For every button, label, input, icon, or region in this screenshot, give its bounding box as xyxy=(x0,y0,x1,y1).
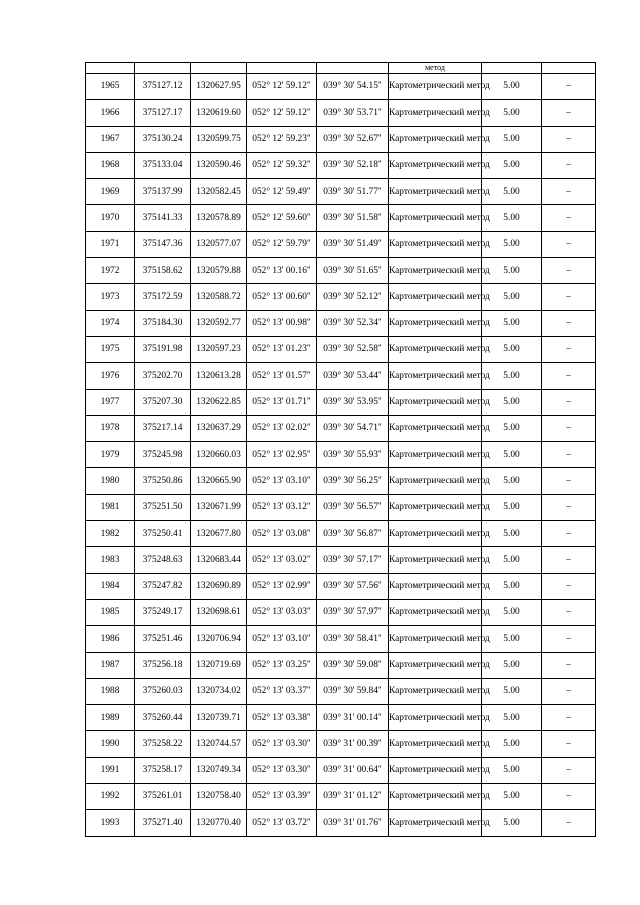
x-coordinate-cell: 375184.30 xyxy=(135,310,191,336)
longitude-cell: 039° 30' 57.97" xyxy=(317,599,389,625)
point-number-cell: 1969 xyxy=(86,179,135,205)
note-cell: – xyxy=(542,415,596,441)
x-coordinate-cell: 375251.50 xyxy=(135,494,191,520)
latitude-cell: 052° 13' 02.95" xyxy=(247,442,317,468)
x-coordinate-cell: 375130.24 xyxy=(135,126,191,152)
point-number-cell: 1986 xyxy=(86,626,135,652)
method-cell: Картометрический метод xyxy=(389,284,482,310)
accuracy-cell: 5.00 xyxy=(482,152,542,178)
latitude-cell: 052° 12' 59.32" xyxy=(247,152,317,178)
y-coordinate-cell: 1320613.28 xyxy=(191,363,247,389)
x-coordinate-cell: 375258.17 xyxy=(135,757,191,783)
latitude-cell: 052° 13' 03.02" xyxy=(247,547,317,573)
method-cell: Картометрический метод xyxy=(389,521,482,547)
longitude-cell: 039° 30' 51.65" xyxy=(317,258,389,284)
table-row xyxy=(86,731,596,757)
accuracy-cell: 5.00 xyxy=(482,731,542,757)
accuracy-cell: 5.00 xyxy=(482,336,542,362)
point-number-cell: 1993 xyxy=(86,810,135,836)
x-coordinate-cell: 375127.12 xyxy=(135,74,191,100)
accuracy-cell: 5.00 xyxy=(482,74,542,100)
method-cell: Картометрический метод xyxy=(389,310,482,336)
point-number-cell: 1968 xyxy=(86,152,135,178)
longitude-cell: 039° 30' 53.44" xyxy=(317,363,389,389)
point-number-cell: 1984 xyxy=(86,573,135,599)
note-cell: – xyxy=(542,547,596,573)
accuracy-cell: 5.00 xyxy=(482,415,542,441)
table-row xyxy=(86,284,596,310)
point-number-cell: 1979 xyxy=(86,442,135,468)
longitude-cell: 039° 30' 55.93" xyxy=(317,442,389,468)
longitude-cell: 039° 31' 00.39" xyxy=(317,731,389,757)
x-coordinate-cell: 375271.40 xyxy=(135,810,191,836)
point-number-cell: 1991 xyxy=(86,757,135,783)
y-coordinate-cell: 1320577.07 xyxy=(191,231,247,257)
point-number-cell: 1985 xyxy=(86,599,135,625)
note-cell: – xyxy=(542,494,596,520)
partial-row xyxy=(86,63,596,74)
longitude-cell: 039° 30' 52.67" xyxy=(317,126,389,152)
point-number-cell: 1974 xyxy=(86,310,135,336)
accuracy-cell: 5.00 xyxy=(482,126,542,152)
latitude-cell: 052° 13' 03.10" xyxy=(247,468,317,494)
cell-empty xyxy=(135,63,191,74)
table-row xyxy=(86,678,596,704)
latitude-cell: 052° 13' 03.30" xyxy=(247,757,317,783)
longitude-cell: 039° 31' 00.64" xyxy=(317,757,389,783)
note-cell: – xyxy=(542,599,596,625)
table-row xyxy=(86,179,596,205)
method-cell: Картометрический метод xyxy=(389,179,482,205)
longitude-cell: 039° 31' 00.14" xyxy=(317,705,389,731)
longitude-cell: 039° 30' 53.95" xyxy=(317,389,389,415)
longitude-cell: 039° 30' 57.56" xyxy=(317,573,389,599)
table-row xyxy=(86,547,596,573)
partial-method-cell: метод xyxy=(389,63,482,74)
method-cell: Картометрический метод xyxy=(389,678,482,704)
method-cell: Картометрический метод xyxy=(389,757,482,783)
accuracy-cell: 5.00 xyxy=(482,599,542,625)
latitude-cell: 052° 13' 01.71" xyxy=(247,389,317,415)
y-coordinate-cell: 1320582.45 xyxy=(191,179,247,205)
latitude-cell: 052° 13' 03.72" xyxy=(247,810,317,836)
note-cell: – xyxy=(542,100,596,126)
accuracy-cell: 5.00 xyxy=(482,284,542,310)
accuracy-cell: 5.00 xyxy=(482,389,542,415)
method-cell: Картометрический метод xyxy=(389,705,482,731)
note-cell: – xyxy=(542,126,596,152)
longitude-cell: 039° 30' 52.18" xyxy=(317,152,389,178)
table-row xyxy=(86,363,596,389)
accuracy-cell: 5.00 xyxy=(482,179,542,205)
accuracy-cell: 5.00 xyxy=(482,231,542,257)
y-coordinate-cell: 1320637.29 xyxy=(191,415,247,441)
accuracy-cell: 5.00 xyxy=(482,205,542,231)
accuracy-cell: 5.00 xyxy=(482,442,542,468)
latitude-cell: 052° 13' 00.60" xyxy=(247,284,317,310)
table-row xyxy=(86,705,596,731)
method-cell: Картометрический метод xyxy=(389,205,482,231)
y-coordinate-cell: 1320690.89 xyxy=(191,573,247,599)
method-cell: Картометрический метод xyxy=(389,442,482,468)
method-cell: Картометрический метод xyxy=(389,100,482,126)
longitude-cell: 039° 30' 58.41" xyxy=(317,626,389,652)
point-number-cell: 1976 xyxy=(86,363,135,389)
y-coordinate-cell: 1320619.60 xyxy=(191,100,247,126)
point-number-cell: 1978 xyxy=(86,415,135,441)
y-coordinate-cell: 1320758.40 xyxy=(191,784,247,810)
y-coordinate-cell: 1320622.85 xyxy=(191,389,247,415)
x-coordinate-cell: 375137.99 xyxy=(135,179,191,205)
latitude-cell: 052° 13' 00.16" xyxy=(247,258,317,284)
longitude-cell: 039° 30' 52.34" xyxy=(317,310,389,336)
x-coordinate-cell: 375141.33 xyxy=(135,205,191,231)
table-row xyxy=(86,494,596,520)
method-cell: Картометрический метод xyxy=(389,363,482,389)
table-row xyxy=(86,100,596,126)
cell-empty xyxy=(482,63,542,74)
y-coordinate-cell: 1320599.75 xyxy=(191,126,247,152)
latitude-cell: 052° 12' 59.49" xyxy=(247,179,317,205)
y-coordinate-cell: 1320597.23 xyxy=(191,336,247,362)
method-cell: Картометрический метод xyxy=(389,599,482,625)
x-coordinate-cell: 375256.18 xyxy=(135,652,191,678)
longitude-cell: 039° 31' 01.76" xyxy=(317,810,389,836)
accuracy-cell: 5.00 xyxy=(482,757,542,783)
longitude-cell: 039° 30' 52.58" xyxy=(317,336,389,362)
note-cell: – xyxy=(542,231,596,257)
x-coordinate-cell: 375127.17 xyxy=(135,100,191,126)
x-coordinate-cell: 375250.86 xyxy=(135,468,191,494)
longitude-cell: 039° 30' 56.87" xyxy=(317,521,389,547)
x-coordinate-cell: 375247.82 xyxy=(135,573,191,599)
latitude-cell: 052° 13' 02.02" xyxy=(247,415,317,441)
x-coordinate-cell: 375191.98 xyxy=(135,336,191,362)
accuracy-cell: 5.00 xyxy=(482,810,542,836)
table-row xyxy=(86,74,596,100)
method-cell: Картометрический метод xyxy=(389,547,482,573)
table-row xyxy=(86,152,596,178)
point-number-cell: 1970 xyxy=(86,205,135,231)
point-number-cell: 1965 xyxy=(86,74,135,100)
note-cell: – xyxy=(542,652,596,678)
cell-empty xyxy=(247,63,317,74)
y-coordinate-cell: 1320677.80 xyxy=(191,521,247,547)
latitude-cell: 052° 12' 59.23" xyxy=(247,126,317,152)
note-cell: – xyxy=(542,468,596,494)
latitude-cell: 052° 12' 59.12" xyxy=(247,74,317,100)
table-row xyxy=(86,442,596,468)
note-cell: – xyxy=(542,310,596,336)
note-cell: – xyxy=(542,336,596,362)
method-cell: Картометрический метод xyxy=(389,152,482,178)
point-number-cell: 1977 xyxy=(86,389,135,415)
longitude-cell: 039° 30' 56.57" xyxy=(317,494,389,520)
note-cell: – xyxy=(542,363,596,389)
accuracy-cell: 5.00 xyxy=(482,258,542,284)
table-row xyxy=(86,258,596,284)
latitude-cell: 052° 13' 03.38" xyxy=(247,705,317,731)
x-coordinate-cell: 375147.36 xyxy=(135,231,191,257)
x-coordinate-cell: 375251.46 xyxy=(135,626,191,652)
table-row xyxy=(86,389,596,415)
point-number-cell: 1990 xyxy=(86,731,135,757)
point-number-cell: 1988 xyxy=(86,678,135,704)
cell-empty xyxy=(542,63,596,74)
y-coordinate-cell: 1320749.34 xyxy=(191,757,247,783)
x-coordinate-cell: 375133.04 xyxy=(135,152,191,178)
note-cell: – xyxy=(542,626,596,652)
x-coordinate-cell: 375260.03 xyxy=(135,678,191,704)
x-coordinate-cell: 375207.30 xyxy=(135,389,191,415)
longitude-cell: 039° 30' 51.58" xyxy=(317,205,389,231)
point-number-cell: 1982 xyxy=(86,521,135,547)
method-cell: Картометрический метод xyxy=(389,468,482,494)
y-coordinate-cell: 1320592.77 xyxy=(191,310,247,336)
method-cell: Картометрический метод xyxy=(389,74,482,100)
method-cell: Картометрический метод xyxy=(389,573,482,599)
accuracy-cell: 5.00 xyxy=(482,310,542,336)
point-number-cell: 1983 xyxy=(86,547,135,573)
note-cell: – xyxy=(542,74,596,100)
x-coordinate-cell: 375172.59 xyxy=(135,284,191,310)
accuracy-cell: 5.00 xyxy=(482,547,542,573)
accuracy-cell: 5.00 xyxy=(482,678,542,704)
accuracy-cell: 5.00 xyxy=(482,573,542,599)
table-row xyxy=(86,757,596,783)
y-coordinate-cell: 1320588.72 xyxy=(191,284,247,310)
note-cell: – xyxy=(542,205,596,231)
y-coordinate-cell: 1320706.94 xyxy=(191,626,247,652)
latitude-cell: 052° 13' 03.03" xyxy=(247,599,317,625)
longitude-cell: 039° 31' 01.12" xyxy=(317,784,389,810)
y-coordinate-cell: 1320660.03 xyxy=(191,442,247,468)
coordinates-table xyxy=(85,62,596,837)
accuracy-cell: 5.00 xyxy=(482,784,542,810)
point-number-cell: 1981 xyxy=(86,494,135,520)
y-coordinate-cell: 1320770.40 xyxy=(191,810,247,836)
latitude-cell: 052° 12' 59.60" xyxy=(247,205,317,231)
note-cell: – xyxy=(542,731,596,757)
accuracy-cell: 5.00 xyxy=(482,626,542,652)
note-cell: – xyxy=(542,258,596,284)
method-cell: Картометрический метод xyxy=(389,231,482,257)
latitude-cell: 052° 13' 01.57" xyxy=(247,363,317,389)
longitude-cell: 039° 30' 51.77" xyxy=(317,179,389,205)
x-coordinate-cell: 375217.14 xyxy=(135,415,191,441)
y-coordinate-cell: 1320590.46 xyxy=(191,152,247,178)
cell-empty xyxy=(317,63,389,74)
method-cell: Картометрический метод xyxy=(389,389,482,415)
longitude-cell: 039° 30' 59.08" xyxy=(317,652,389,678)
table-row xyxy=(86,573,596,599)
table-row xyxy=(86,784,596,810)
point-number-cell: 1971 xyxy=(86,231,135,257)
latitude-cell: 052° 13' 03.39" xyxy=(247,784,317,810)
table-row xyxy=(86,415,596,441)
method-cell: Картометрический метод xyxy=(389,126,482,152)
latitude-cell: 052° 13' 01.23" xyxy=(247,336,317,362)
y-coordinate-cell: 1320698.61 xyxy=(191,599,247,625)
note-cell: – xyxy=(542,389,596,415)
point-number-cell: 1967 xyxy=(86,126,135,152)
x-coordinate-cell: 375202.70 xyxy=(135,363,191,389)
accuracy-cell: 5.00 xyxy=(482,468,542,494)
latitude-cell: 052° 13' 03.30" xyxy=(247,731,317,757)
cell-empty xyxy=(86,63,135,74)
x-coordinate-cell: 375250.41 xyxy=(135,521,191,547)
y-coordinate-cell: 1320683.44 xyxy=(191,547,247,573)
method-cell: Картометрический метод xyxy=(389,652,482,678)
note-cell: – xyxy=(542,179,596,205)
table-row xyxy=(86,336,596,362)
method-cell: Картометрический метод xyxy=(389,731,482,757)
point-number-cell: 1992 xyxy=(86,784,135,810)
x-coordinate-cell: 375245.98 xyxy=(135,442,191,468)
accuracy-cell: 5.00 xyxy=(482,705,542,731)
table-row xyxy=(86,626,596,652)
note-cell: – xyxy=(542,784,596,810)
point-number-cell: 1973 xyxy=(86,284,135,310)
table-row xyxy=(86,205,596,231)
y-coordinate-cell: 1320719.69 xyxy=(191,652,247,678)
latitude-cell: 052° 13' 03.25" xyxy=(247,652,317,678)
point-number-cell: 1987 xyxy=(86,652,135,678)
x-coordinate-cell: 375248.63 xyxy=(135,547,191,573)
longitude-cell: 039° 30' 53.71" xyxy=(317,100,389,126)
table-row xyxy=(86,231,596,257)
y-coordinate-cell: 1320665.90 xyxy=(191,468,247,494)
latitude-cell: 052° 13' 02.99" xyxy=(247,573,317,599)
point-number-cell: 1980 xyxy=(86,468,135,494)
latitude-cell: 052° 13' 03.10" xyxy=(247,626,317,652)
method-cell: Картометрический метод xyxy=(389,810,482,836)
method-cell: Картометрический метод xyxy=(389,336,482,362)
point-number-cell: 1975 xyxy=(86,336,135,362)
y-coordinate-cell: 1320744.57 xyxy=(191,731,247,757)
accuracy-cell: 5.00 xyxy=(482,100,542,126)
note-cell: – xyxy=(542,521,596,547)
longitude-cell: 039° 30' 54.71" xyxy=(317,415,389,441)
longitude-cell: 039° 30' 54.15" xyxy=(317,74,389,100)
longitude-cell: 039° 30' 59.84" xyxy=(317,678,389,704)
x-coordinate-cell: 375258.22 xyxy=(135,731,191,757)
y-coordinate-cell: 1320578.89 xyxy=(191,205,247,231)
point-number-cell: 1966 xyxy=(86,100,135,126)
table-body xyxy=(86,63,596,837)
note-cell: – xyxy=(542,442,596,468)
note-cell: – xyxy=(542,152,596,178)
accuracy-cell: 5.00 xyxy=(482,494,542,520)
accuracy-cell: 5.00 xyxy=(482,652,542,678)
latitude-cell: 052° 13' 03.37" xyxy=(247,678,317,704)
y-coordinate-cell: 1320627.95 xyxy=(191,74,247,100)
method-cell: Картометрический метод xyxy=(389,784,482,810)
point-number-cell: 1972 xyxy=(86,258,135,284)
longitude-cell: 039° 30' 52.12" xyxy=(317,284,389,310)
note-cell: – xyxy=(542,284,596,310)
accuracy-cell: 5.00 xyxy=(482,521,542,547)
y-coordinate-cell: 1320579.88 xyxy=(191,258,247,284)
y-coordinate-cell: 1320671.99 xyxy=(191,494,247,520)
y-coordinate-cell: 1320734.02 xyxy=(191,678,247,704)
note-cell: – xyxy=(542,573,596,599)
latitude-cell: 052° 13' 03.12" xyxy=(247,494,317,520)
latitude-cell: 052° 12' 59.79" xyxy=(247,231,317,257)
table-row xyxy=(86,468,596,494)
latitude-cell: 052° 12' 59.12" xyxy=(247,100,317,126)
note-cell: – xyxy=(542,757,596,783)
accuracy-cell: 5.00 xyxy=(482,363,542,389)
longitude-cell: 039° 30' 56.25" xyxy=(317,468,389,494)
x-coordinate-cell: 375261.01 xyxy=(135,784,191,810)
longitude-cell: 039° 30' 57.17" xyxy=(317,547,389,573)
table-row xyxy=(86,652,596,678)
method-cell: Картометрический метод xyxy=(389,626,482,652)
longitude-cell: 039° 30' 51.49" xyxy=(317,231,389,257)
table-row xyxy=(86,599,596,625)
x-coordinate-cell: 375158.62 xyxy=(135,258,191,284)
x-coordinate-cell: 375249.17 xyxy=(135,599,191,625)
note-cell: – xyxy=(542,678,596,704)
point-number-cell: 1989 xyxy=(86,705,135,731)
cell-empty xyxy=(191,63,247,74)
table-row xyxy=(86,126,596,152)
y-coordinate-cell: 1320739.71 xyxy=(191,705,247,731)
note-cell: – xyxy=(542,810,596,836)
method-cell: Картометрический метод xyxy=(389,258,482,284)
method-cell: Картометрический метод xyxy=(389,415,482,441)
table-row xyxy=(86,521,596,547)
table-row xyxy=(86,810,596,836)
method-cell: Картометрический метод xyxy=(389,494,482,520)
x-coordinate-cell: 375260.44 xyxy=(135,705,191,731)
latitude-cell: 052° 13' 00.98" xyxy=(247,310,317,336)
note-cell: – xyxy=(542,705,596,731)
table-row xyxy=(86,310,596,336)
latitude-cell: 052° 13' 03.08" xyxy=(247,521,317,547)
